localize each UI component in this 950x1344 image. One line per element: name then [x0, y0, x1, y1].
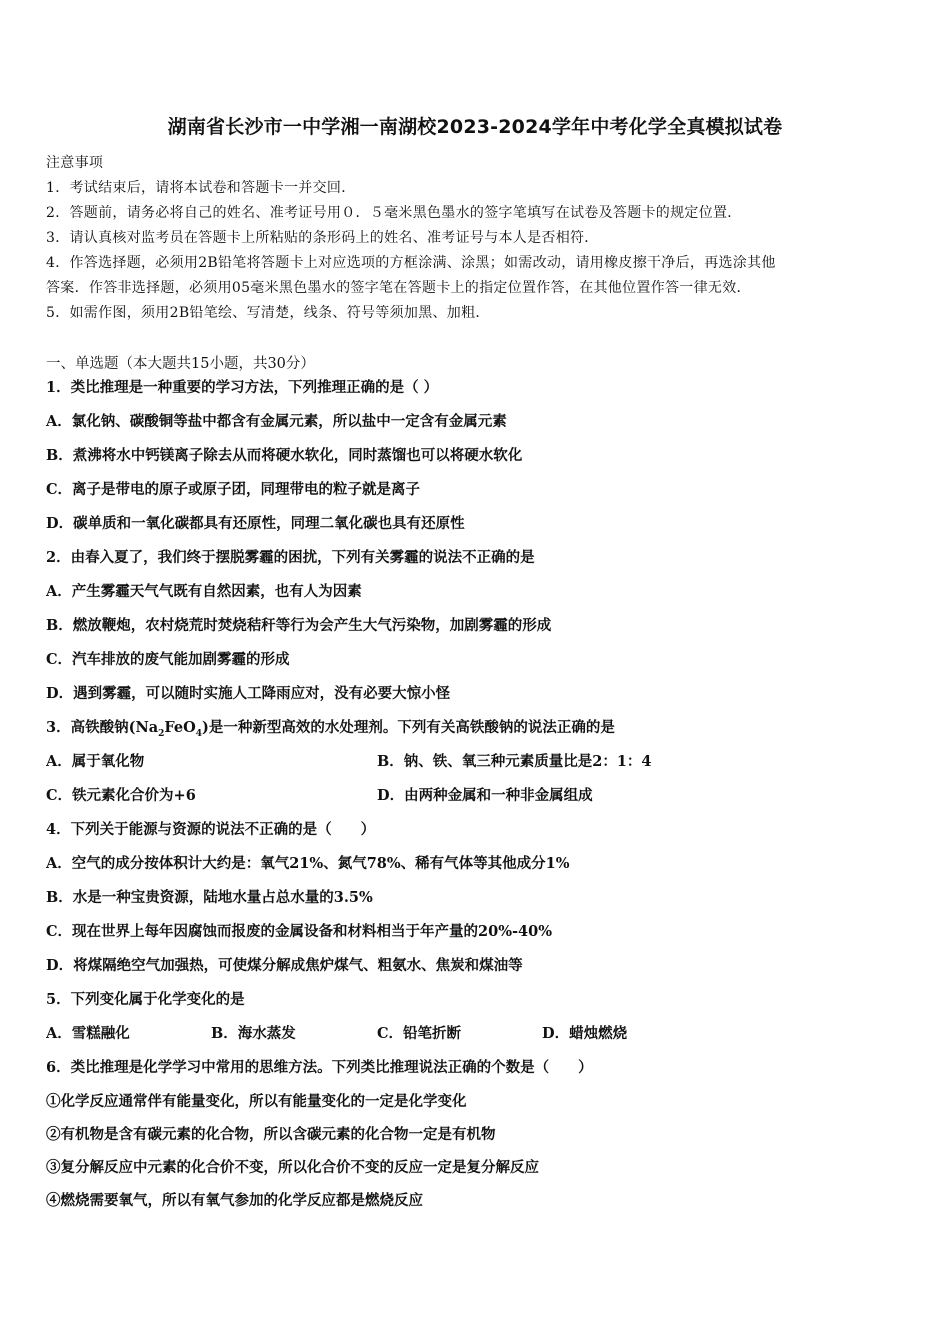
question-1-option-d: D．碳单质和一氧化碳都具有还原性，同理二氧化碳也具有还原性 — [46, 515, 465, 532]
question-5-option-b: B．海水蒸发 — [211, 1025, 296, 1042]
question-4-option-b: B．水是一种宝贵资源，陆地水量占总水量的3.5% — [46, 889, 373, 906]
question-6-statement-1: ①化学反应通常伴有能量变化，所以有能量变化的一定是化学变化 — [46, 1093, 467, 1110]
question-2-option-c: C．汽车排放的废气能加剧雾霾的形成 — [46, 651, 290, 668]
section-heading: 一、单选题（本大题共15小题，共30分） — [46, 356, 315, 372]
question-6-statement-4: ④燃烧需要氧气，所以有氧气参加的化学反应都是燃烧反应 — [46, 1192, 423, 1209]
question-5-option-a: A．雪糕融化 — [46, 1025, 130, 1042]
question-4-option-a: A．空气的成分按体积计大约是：氧气21%、氮气78%、稀有气体等其他成分1% — [46, 855, 570, 872]
question-1-option-c: C．离子是带电的原子或原子团，同理带电的粒子就是离子 — [46, 481, 421, 498]
notice-heading: 注意事项 — [46, 155, 104, 171]
question-3-stem — [46, 716, 615, 739]
question-2-option-b: B．燃放鞭炮，农村烧荒时焚烧秸秆等行为会产生大气污染物，加剧雾霾的形成 — [46, 617, 552, 634]
question-6-statement-3: ③复分解反应中元素的化合价不变，所以化合价不变的反应一定是复分解反应 — [46, 1159, 539, 1176]
notice-item: 1．考试结束后，请将本试卷和答题卡一并交回． — [46, 180, 356, 196]
question-1-option-a: A．氯化钠、碳酸铜等盐中都含有金属元素，所以盐中一定含有金属元素 — [46, 413, 507, 430]
question-3-option-c: C．铁元素化合价为+6 — [46, 787, 196, 804]
question-1-stem: 1．类比推理是一种重要的学习方法，下列推理正确的是（ ） — [46, 379, 439, 396]
question-2-option-d: D．遇到雾霾，可以随时实施人工降雨应对，没有必要大惊小怪 — [46, 685, 451, 702]
question-6-statement-2: ②有机物是含有碳元素的化合物，所以含碳元素的化合物一定是有机物 — [46, 1126, 496, 1143]
notice-item: 2．答题前，请务必将自己的姓名、准考证号用０．５毫米黑色墨水的签字笔填写在试卷及答题卡的规定位置． — [46, 205, 742, 221]
subscript-2: 2 — [158, 728, 165, 739]
question-3-stem-pre: 3．高铁酸钠(Na — [46, 719, 159, 736]
question-3-option-b: B．钠、铁、氧三种元素质量比是2：1：4 — [377, 753, 652, 770]
question-2-stem: 2．由春入夏了，我们终于摆脱雾霾的困扰，下列有关雾霾的说法不正确的是 — [46, 549, 535, 566]
question-1-option-b: B．煮沸将水中钙镁离子除去从而将硬水软化，同时蒸馏也可以将硬水软化 — [46, 447, 523, 464]
question-3-stem-post: )是一种新型高效的水处理剂。下列有关高铁酸钠的说法正确的是 — [202, 719, 615, 736]
question-4-stem: 4．下列关于能源与资源的说法不正确的是（ ） — [46, 821, 376, 838]
question-3-option-a: A．属于氧化物 — [46, 753, 145, 770]
subscript-4: 4 — [195, 728, 202, 739]
exam-title: 湖南省长沙市一中学湘一南湖校2023-2024学年中考化学全真模拟试卷 — [167, 116, 783, 138]
question-6-stem: 6．类比推理是化学学习中常用的思维方法。下列类比推理说法正确的个数是（ ） — [46, 1059, 593, 1076]
question-3-stem-mid: FeO — [164, 719, 196, 736]
question-2-option-a: A．产生雾霾天气气既有自然因素，也有人为因素 — [46, 583, 362, 600]
notice-item: 3．请认真核对监考员在答题卡上所粘贴的条形码上的姓名、准考证号与本人是否相符． — [46, 230, 599, 246]
question-5-stem: 5．下列变化属于化学变化的是 — [46, 991, 245, 1008]
question-4-option-c: C．现在世界上每年因腐蚀而报废的金属设备和材料相当于年产量的20%-40% — [46, 923, 552, 940]
question-3-option-d: D．由两种金属和一种非金属组成 — [377, 787, 593, 804]
notice-item: 5．如需作图，须用2B铅笔绘、写清楚，线条、符号等须加黑、加粗． — [46, 305, 490, 321]
notice-item: 答案．作答非选择题，必须用05毫米黑色墨水的签字笔在答题卡上的指定位置作答，在其他位置作答一律无效． — [46, 280, 751, 296]
notice-item: 4．作答选择题，必须用2B铅笔将答题卡上对应选项的方框涂满、涂黑；如需改动，请用橡皮擦干净后，再选涂其他 — [46, 255, 776, 271]
question-5-option-c: C．铅笔折断 — [377, 1025, 462, 1042]
question-5-option-d: D．蜡烛燃烧 — [542, 1025, 628, 1042]
question-4-option-d: D．将煤隔绝空气加强热，可使煤分解成焦炉煤气、粗氨水、焦炭和煤油等 — [46, 957, 523, 974]
